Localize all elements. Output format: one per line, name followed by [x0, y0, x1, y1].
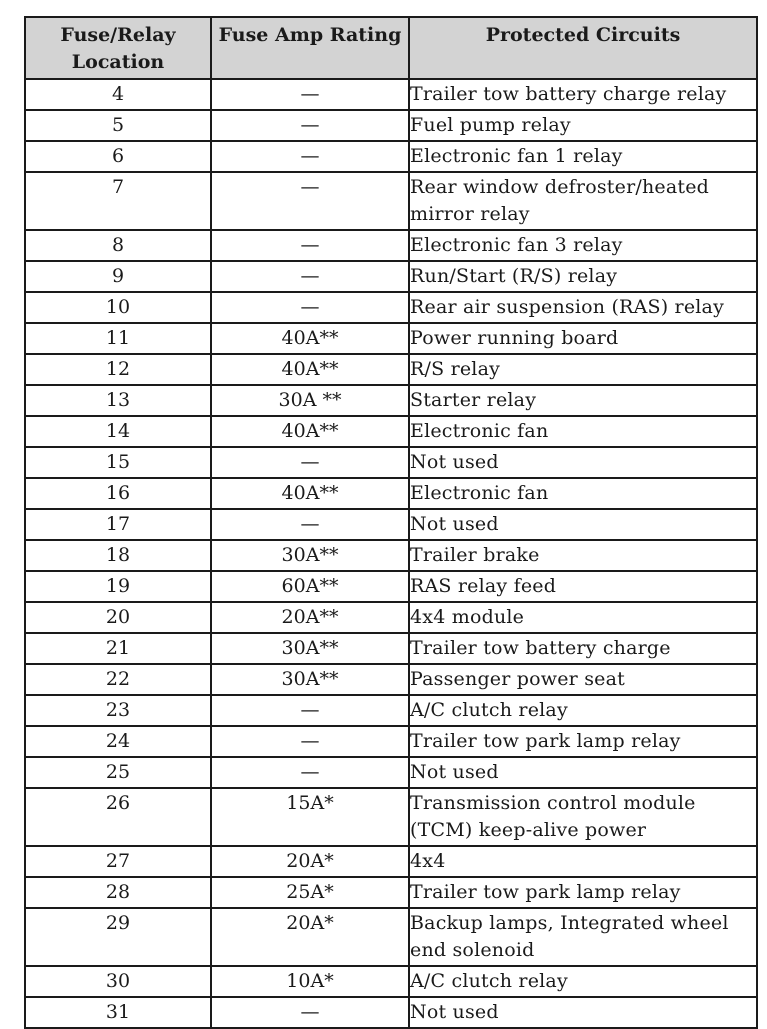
cell-location: 15	[25, 447, 211, 478]
cell-protected-circuits: Passenger power seat	[409, 664, 757, 695]
cell-location: 11	[25, 323, 211, 354]
cell-location: 29	[25, 908, 211, 966]
table-row	[25, 416, 757, 447]
table-row	[25, 509, 757, 540]
table-row	[25, 997, 757, 1028]
table-header-row	[25, 17, 757, 79]
table-row	[25, 447, 757, 478]
table-row	[25, 110, 757, 141]
cell-location: 28	[25, 877, 211, 908]
table-body	[25, 79, 757, 1028]
cell-protected-circuits: Not used	[409, 997, 757, 1028]
table-row	[25, 540, 757, 571]
table-row	[25, 385, 757, 416]
table-row	[25, 602, 757, 633]
cell-amp-rating: —	[211, 261, 409, 292]
cell-location: 20	[25, 602, 211, 633]
table-row	[25, 846, 757, 877]
cell-amp-rating: —	[211, 110, 409, 141]
table-row	[25, 788, 757, 846]
cell-protected-circuits: 4x4	[409, 846, 757, 877]
table-row	[25, 726, 757, 757]
table-row	[25, 292, 757, 323]
cell-amp-rating: 40A**	[211, 478, 409, 509]
table-row	[25, 261, 757, 292]
cell-location: 10	[25, 292, 211, 323]
cell-protected-circuits: Not used	[409, 509, 757, 540]
table-row	[25, 571, 757, 602]
cell-location: 4	[25, 79, 211, 110]
table-row	[25, 664, 757, 695]
table-row	[25, 141, 757, 172]
cell-location: 6	[25, 141, 211, 172]
cell-location: 27	[25, 846, 211, 877]
cell-location: 23	[25, 695, 211, 726]
cell-amp-rating: —	[211, 447, 409, 478]
cell-location: 17	[25, 509, 211, 540]
cell-location: 13	[25, 385, 211, 416]
cell-protected-circuits: A/C clutch relay	[409, 966, 757, 997]
cell-protected-circuits: Trailer tow park lamp relay	[409, 877, 757, 908]
cell-amp-rating: 30A**	[211, 540, 409, 571]
cell-amp-rating: 30A**	[211, 664, 409, 695]
cell-amp-rating: —	[211, 726, 409, 757]
cell-amp-rating: 20A*	[211, 908, 409, 966]
cell-location: 30	[25, 966, 211, 997]
cell-amp-rating: —	[211, 292, 409, 323]
cell-amp-rating: —	[211, 509, 409, 540]
cell-location: 5	[25, 110, 211, 141]
cell-amp-rating: 30A**	[211, 633, 409, 664]
cell-amp-rating: —	[211, 695, 409, 726]
cell-protected-circuits: Electronic fan 1 relay	[409, 141, 757, 172]
cell-amp-rating: —	[211, 79, 409, 110]
cell-protected-circuits: Rear air suspension (RAS) relay	[409, 292, 757, 323]
cell-amp-rating: 60A**	[211, 571, 409, 602]
cell-protected-circuits: Transmission control module (TCM) keep-alive power	[409, 788, 757, 846]
cell-location: 18	[25, 540, 211, 571]
table-row	[25, 695, 757, 726]
header-amp-rating: Fuse Amp Rating	[211, 17, 409, 79]
cell-protected-circuits: Fuel pump relay	[409, 110, 757, 141]
header-protected-circuits: Protected Circuits	[409, 17, 757, 79]
cell-protected-circuits: Backup lamps, Integrated wheel end solenoid	[409, 908, 757, 966]
fuse-relay-table	[24, 16, 758, 1029]
cell-amp-rating: —	[211, 230, 409, 261]
table-row	[25, 633, 757, 664]
cell-location: 25	[25, 757, 211, 788]
cell-protected-circuits: Electronic fan 3 relay	[409, 230, 757, 261]
cell-protected-circuits: Trailer tow park lamp relay	[409, 726, 757, 757]
table-row	[25, 354, 757, 385]
table-row	[25, 908, 757, 966]
cell-amp-rating: 15A*	[211, 788, 409, 846]
cell-protected-circuits: RAS relay feed	[409, 571, 757, 602]
table-row	[25, 877, 757, 908]
cell-protected-circuits: Not used	[409, 757, 757, 788]
table-row	[25, 172, 757, 230]
cell-location: 22	[25, 664, 211, 695]
cell-amp-rating: 20A*	[211, 846, 409, 877]
cell-location: 16	[25, 478, 211, 509]
cell-amp-rating: 10A*	[211, 966, 409, 997]
cell-location: 21	[25, 633, 211, 664]
cell-location: 31	[25, 997, 211, 1028]
cell-protected-circuits: Trailer brake	[409, 540, 757, 571]
cell-location: 9	[25, 261, 211, 292]
cell-amp-rating: 40A**	[211, 354, 409, 385]
cell-protected-circuits: Electronic fan	[409, 416, 757, 447]
cell-location: 24	[25, 726, 211, 757]
cell-location: 8	[25, 230, 211, 261]
cell-amp-rating: 40A**	[211, 323, 409, 354]
cell-amp-rating: —	[211, 997, 409, 1028]
cell-amp-rating: 20A**	[211, 602, 409, 633]
cell-amp-rating: 30A **	[211, 385, 409, 416]
table-row	[25, 478, 757, 509]
cell-protected-circuits: Electronic fan	[409, 478, 757, 509]
cell-amp-rating: —	[211, 172, 409, 230]
cell-amp-rating: —	[211, 757, 409, 788]
header-location: Fuse/Relay Location	[25, 17, 211, 79]
cell-amp-rating: —	[211, 141, 409, 172]
table-row	[25, 323, 757, 354]
cell-protected-circuits: Trailer tow battery charge	[409, 633, 757, 664]
table-row	[25, 966, 757, 997]
cell-protected-circuits: Rear window defroster/heated mirror relay	[409, 172, 757, 230]
cell-amp-rating: 40A**	[211, 416, 409, 447]
cell-location: 7	[25, 172, 211, 230]
cell-protected-circuits: Power running board	[409, 323, 757, 354]
cell-location: 12	[25, 354, 211, 385]
cell-protected-circuits: Trailer tow battery charge relay	[409, 79, 757, 110]
table-row	[25, 79, 757, 110]
cell-protected-circuits: R/S relay	[409, 354, 757, 385]
cell-protected-circuits: Run/Start (R/S) relay	[409, 261, 757, 292]
cell-protected-circuits: Not used	[409, 447, 757, 478]
cell-location: 14	[25, 416, 211, 447]
cell-protected-circuits: 4x4 module	[409, 602, 757, 633]
cell-location: 26	[25, 788, 211, 846]
cell-location: 19	[25, 571, 211, 602]
cell-amp-rating: 25A*	[211, 877, 409, 908]
cell-protected-circuits: A/C clutch relay	[409, 695, 757, 726]
table-row	[25, 757, 757, 788]
cell-protected-circuits: Starter relay	[409, 385, 757, 416]
table-row	[25, 230, 757, 261]
